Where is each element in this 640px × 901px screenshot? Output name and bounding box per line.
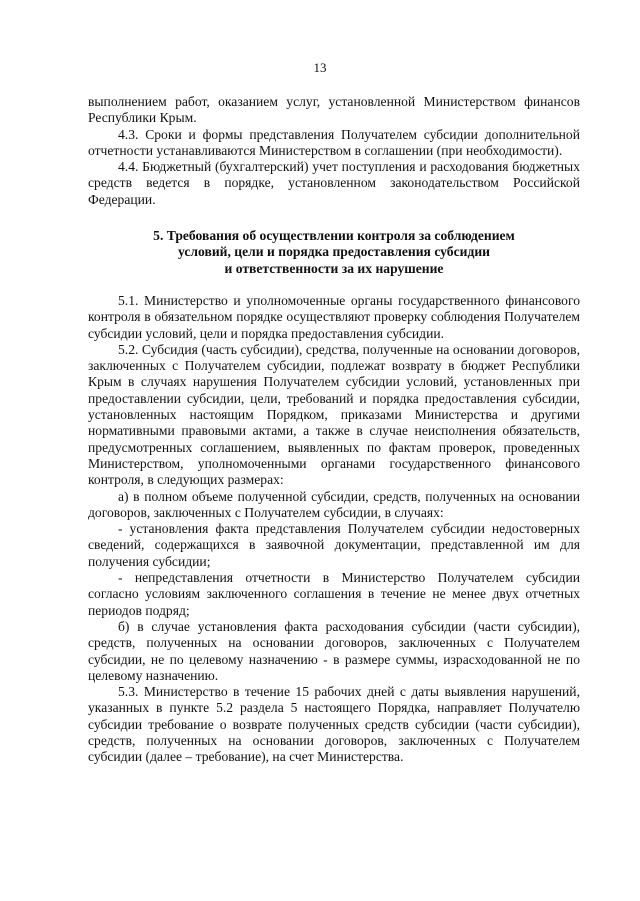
section-heading-line: условий, цели и порядка предоставления субсидии (177, 244, 490, 260)
list-item-no-reporting: - непредставления отчетности в Министерство Получателем субсидии согласно условиям заключенного соглашения в течение не менее двух отчетных периодов подряд; (88, 570, 580, 618)
paragraph-5-2: 5.2. Субсидия (часть субсидии), средства, полученные на основании договоров, заключенных с Получателем субсидии, подлежат возврату в бюджет Республики Крым в случаях нарушения Получателем субсидии условий, установленных при предоставлении субсидии, цели, требований и порядка предоставления субсидии, установленных настоящим Порядком, приказами Министерства и другими нормативными правовыми актами, а также в случае неисполнения обязательств, предусмотренных соглашением, выявленных по фактам проверок, проведенных Министерством, уполномоченными органами государственного финансового контроля, в следующих размерах: (88, 341, 580, 488)
paragraph-5-1: 5.1. Министерство и уполномоченные органы государственного финансового контроля в обязательном порядке осуществляют проверку соблюдения Получателем субсидии условий, цели и порядка предоставления субсидии. (88, 292, 580, 341)
page-number: 13 (313, 60, 327, 75)
paragraph-4-3: 4.3. Сроки и формы представления Получателем субсидии дополнительной отчетности устанавливаются Министерством в соглашении (при необходимости). (88, 126, 580, 158)
paragraph-5-2-a: а) в полном объеме полученной субсидии, средств, полученных на основании договоров, заключенных с Получателем субсидии, в случаях: (88, 488, 580, 520)
section-heading (88, 228, 580, 277)
section-heading-line: и ответственности за их нарушение (224, 260, 444, 276)
paragraph-4-4: 4.4. Бюджетный (бухгалтерский) учет поступления и расходования бюджетных средств ведется в порядке, установленном законодательством Российской Федерации. (88, 159, 580, 207)
paragraph-5-2-b: б) в случае установления факта расходования субсидии (части субсидии), средств, полученных на основании договоров, заключенных с Получателем субсидии, не по целевому назначению - в размере суммы, израсходованной не по целевому назначению. (88, 618, 580, 683)
list-item-false-info: - установления факта представления Получателем субсидии недостоверных сведений, содержащихся в заявочной документации, представленной им для получения субсидии; (88, 521, 580, 569)
document-body (88, 94, 580, 766)
paragraph-continuation: выполнением работ, оказанием услуг, установленной Министерством финансов Республики Крым. (88, 94, 580, 126)
section-heading-line: 5. Требования об осуществлении контроля за соблюдением (153, 228, 515, 244)
paragraph-5-3: 5.3. Министерство в течение 15 рабочих дней с даты выявления нарушений, указанных в пункте 5.2 раздела 5 настоящего Порядка, направляет Получателю субсидии требование о возврате полученных средств субсидии (части субсидии), средств, полученных на основании договоров, заключенных с Получателем субсидии (далее – требование), на счет Министерства. (88, 684, 580, 765)
